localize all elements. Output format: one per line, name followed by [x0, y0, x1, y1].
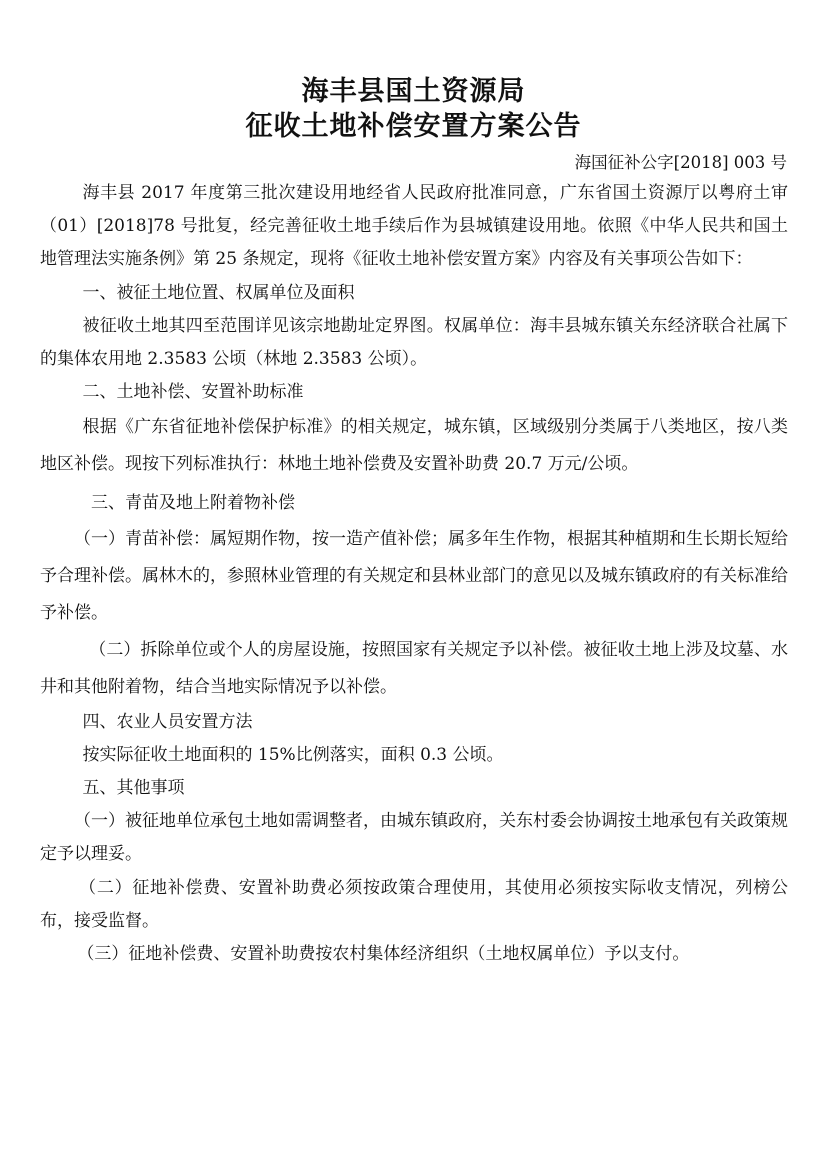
- section-5-item-2: （二）征地补偿费、安置补助费必须按政策合理使用，其使用必须按实际收支情况，列榜公布，接受监督。: [40, 877, 788, 931]
- section-1-heading: 一、被征土地位置、权属单位及面积: [82, 282, 355, 303]
- intro-paragraph: 海丰县 2017 年度第三批次建设用地经省人民政府批准同意，广东省国土资源厅以粤府土审（01）[2018]78 号批复，经完善征收土地手续后作为县城镇建设用地。依照《中华人民共和国土地管理法实施条例》第 25 条规定，现将《征收土地补偿安置方案》内容及有关事项公告如下：: [40, 183, 788, 270]
- document-number: 海国征补公字[2018] 003 号: [574, 153, 787, 172]
- section-4-paragraph: 按实际征收土地面积的 15%比例落实，面积 0.3 公顷。: [82, 744, 504, 765]
- section-5-item-1: （一）被征地单位承包土地如需调整者，由城东镇政府，关东村委会协调按土地承包有关政策规定予以理妥。: [40, 811, 788, 865]
- section-3-item-2: （二）拆除单位或个人的房屋设施，按照国家有关规定予以补偿。被征收土地上涉及坟墓、水井和其他附着物，结合当地实际情况予以补偿。: [40, 639, 788, 697]
- section-5-item-3: （三）征地补偿费、安置补助费按农村集体经济组织（土地权属单位）予以支付。: [77, 944, 690, 965]
- section-1-paragraph: 被征收土地其四至范围详见该宗地勘址定界图。权属单位：海丰县城东镇关东经济联合社属下的集体农用地 2.3583 公顷（林地 2.3583 公顷）。: [40, 315, 788, 370]
- title-line-1: 海丰县国土资源局: [301, 76, 526, 107]
- document-body: [40, 177, 788, 971]
- section-3-item-1: （一）青苗补偿：属短期作物，按一造产值补偿；属多年生作物，根据其种植期和生长期长短给予合理补偿。属林木的，参照林业管理的有关规定和县林业部门的意见以及城东镇政府的有关标准给予补偿。: [40, 528, 788, 623]
- title-line-2: 征收土地补偿安置方案公告: [245, 111, 582, 142]
- section-5-heading: 五、其他事项: [82, 778, 185, 799]
- section-2-heading: 二、土地补偿、安置补助标准: [82, 382, 304, 403]
- section-2-paragraph: 根据《广东省征地补偿保护标准》的相关规定，城东镇，区域级别分类属于八类地区，按八类地区补偿。现按下列标准执行：林地土地补偿费及安置补助费 20.7 万元/公顷。: [40, 417, 788, 475]
- section-4-heading: 四、农业人员安置方法: [82, 711, 253, 732]
- section-3-heading: 三、青苗及地上附着物补偿: [91, 493, 295, 514]
